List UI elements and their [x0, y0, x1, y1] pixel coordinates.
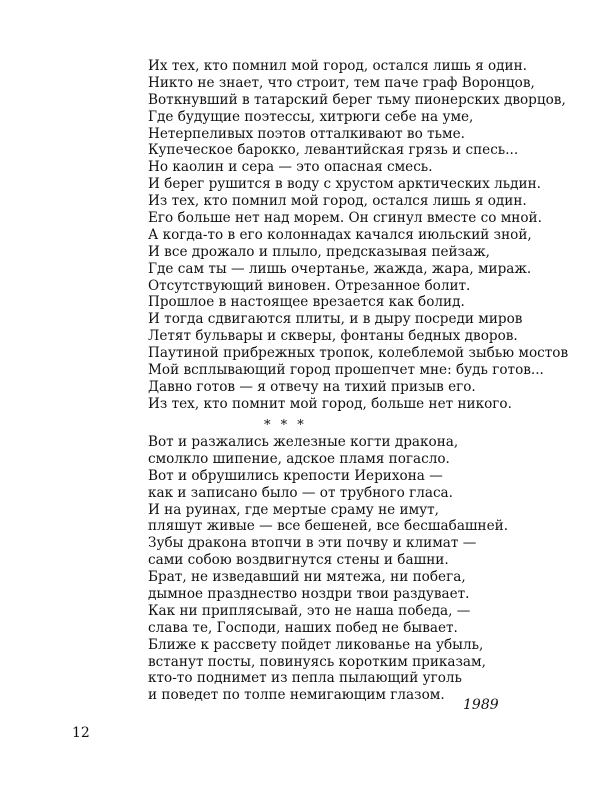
poem-line: кто-то поднимет из пепла пылающий уголь	[148, 670, 462, 687]
poem-line: Где сам ты — лишь очертанье, жажда, жара, мираж.	[148, 260, 532, 277]
poem-line: И все дрожало и плыло, предсказывая пейзаж,	[148, 243, 490, 260]
poem-line: дымное празднество ноздри твои раздувает.	[148, 586, 470, 603]
poem-line: Как ни приплясывай, это не наша победа, —	[148, 602, 471, 619]
poem-line: и поведет по толпе немигающим глазом.	[148, 687, 445, 704]
poem-line: Давно готов — я отвечу на тихий призыв его.	[148, 378, 476, 395]
poem-city	[148, 58, 568, 413]
poem-line: встанут посты, повинуясь коротким приказам,	[148, 653, 486, 670]
poem-line: Из тех, кто помнил мой город, остался лишь я один.	[148, 193, 527, 210]
poem-line: Брат, не изведавший ни мятежа, ни побега,	[148, 569, 466, 586]
poem-line: слава те, Господи, наших побед не бывает.	[148, 619, 458, 636]
poem-line: Где будущие поэтессы, хитрюги себе на уме,	[148, 108, 474, 125]
poem-line: А когда-то в его колоннадах качался июльский зной,	[148, 226, 532, 243]
poem-line: И тогда сдвигаются плиты, и в дыру посреди миров	[148, 311, 523, 328]
poem-line: Его больше нет над морем. Он сгинул вместе со мной.	[148, 210, 542, 227]
poem-line: Нетерпеливых поэтов отталкивают во тьме.	[148, 125, 465, 142]
poem-line: Отсутствующий виновен. Отрезанное болит.	[148, 277, 471, 294]
poem-line: Зубы дракона втопчи в эти почву и климат —	[148, 535, 477, 552]
poem-line: пляшут живые — все бешеней, все бесшабашней.	[148, 518, 509, 535]
poem-line: И на руинах, где мертые сраму не имут,	[148, 501, 439, 518]
page-number: 12	[72, 725, 90, 741]
poem-dragon	[148, 434, 568, 704]
poem-line: Воткнувший в татарский берег тьму пионерских дворцов,	[148, 91, 566, 108]
poem-line: Купеческое барокко, левантийская грязь и спесь...	[148, 142, 519, 159]
poem-line: Из тех, кто помнит мой город, больше нет никого.	[148, 395, 512, 412]
poem-line: сами собою воздвигнутся стены и башни.	[148, 552, 449, 569]
poem-line: Летят бульвары и скверы, фонтаны бедных дворов.	[148, 328, 518, 345]
poem-line: Вот и разжались железные когти дракона,	[148, 434, 459, 450]
poem-line: Никто не знает, что строит, тем паче граф Воронцов,	[148, 74, 535, 91]
poem-line: Прошлое в настоящее врезается как болид.	[148, 294, 465, 311]
poem-line: Но каолин и сера — это опасная смесь.	[148, 159, 433, 176]
poem-line: И берег рушится в воду с хрустом арктических льдин.	[148, 176, 541, 193]
poem-line: Ближе к рассвету пойдет ликованье на убыль,	[148, 636, 484, 653]
poem-line: Вот и обрушились крепости Иерихона —	[148, 467, 443, 484]
poem-date: 1989	[463, 697, 499, 713]
poem-line: Мой всплывающий город прошепчет мне: будь готов...	[148, 362, 544, 379]
poem-line: Их тех, кто помнил мой город, остался лишь я один.	[148, 58, 527, 74]
poem-line: Паутиной прибрежных тропок, колеблемой зыбью мостов	[148, 345, 569, 362]
poem-line: смолкло шипение, адское пламя погасло.	[148, 450, 450, 467]
poem-line: как и записано было — от трубного гласа.	[148, 484, 453, 501]
section-separator: * * *	[264, 418, 307, 433]
